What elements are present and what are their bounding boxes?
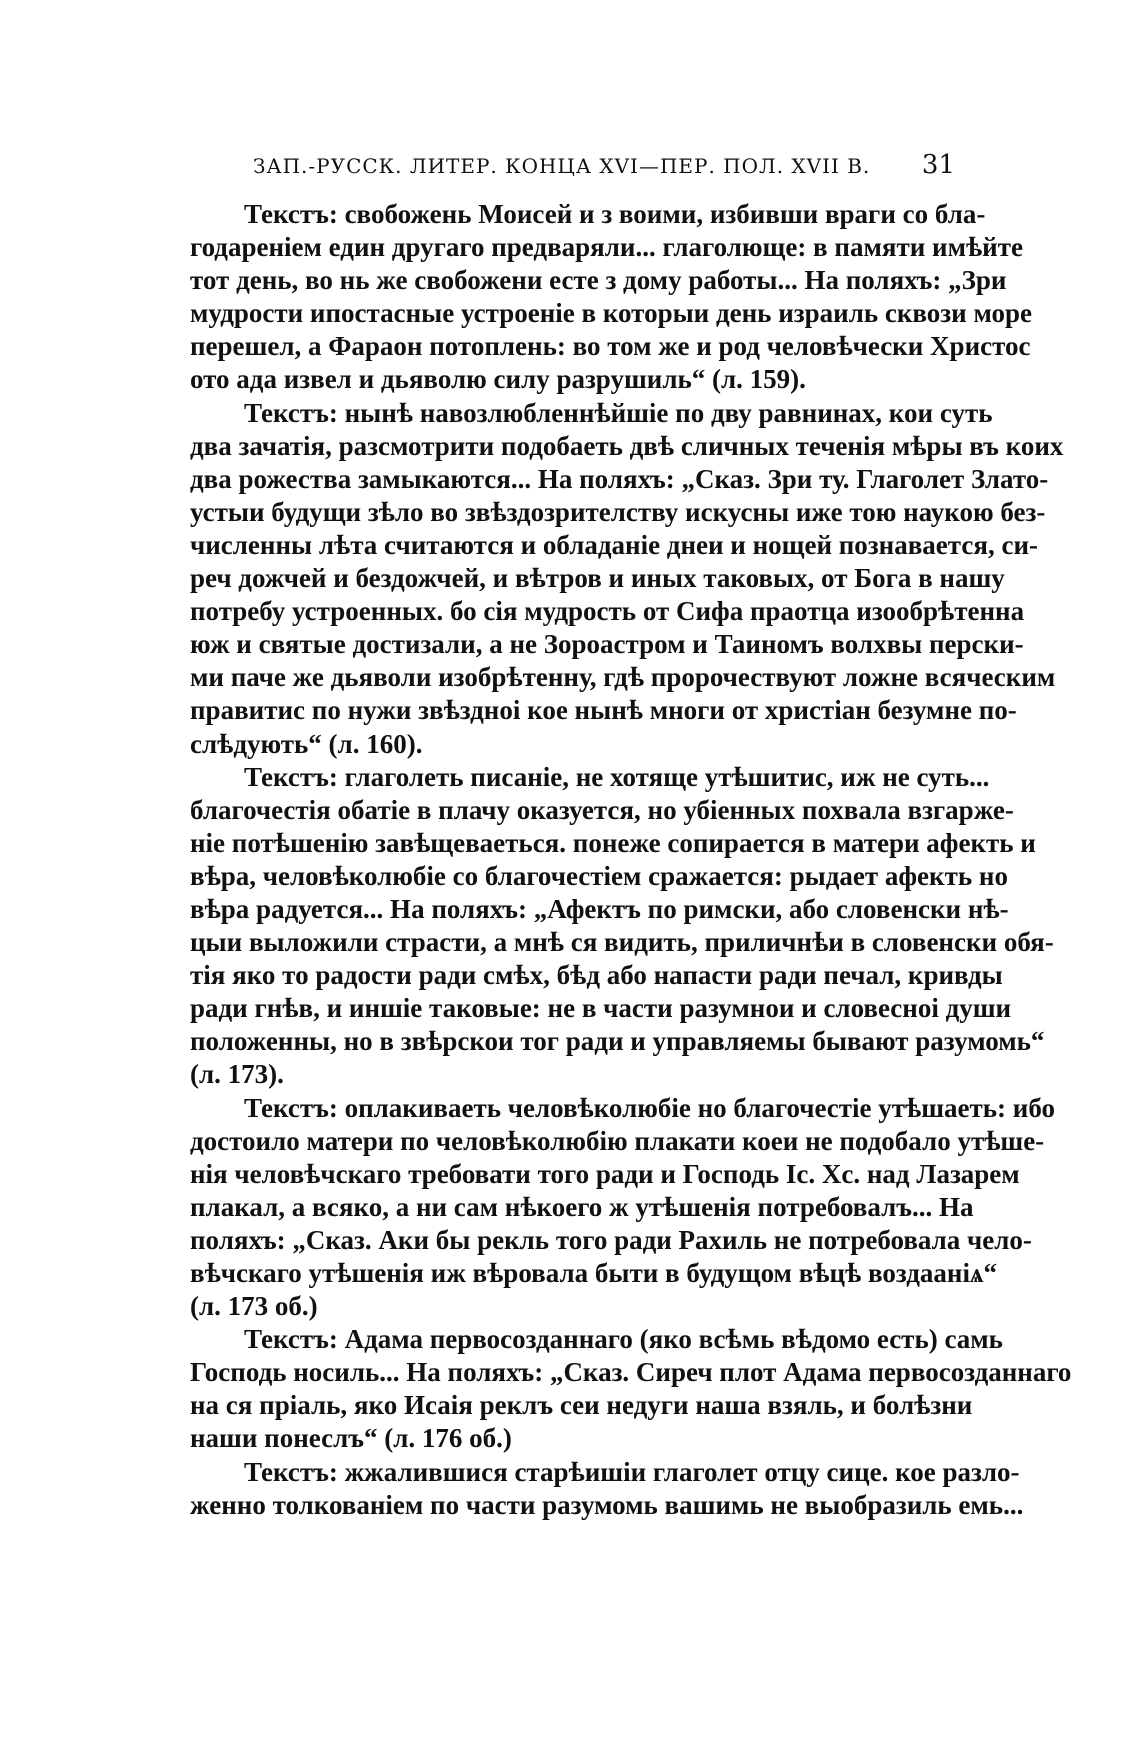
text-line: два зачатія, разсмотрити подобаеть двѣ сличных теченія мѣры въ коих: [190, 430, 1064, 461]
text-line: мудрости ипостасные устроеніе в которыи день израиль сквози море: [190, 298, 1032, 329]
text-line: ми паче же дьяволи изобрѣтенну, гдѣ пророчествуют ложне всяческим: [190, 662, 1056, 693]
text-line: Господь носиль... На поляхъ: „Сказ. Сиреч плот Адама первосозданнаго: [190, 1357, 1072, 1388]
paragraph: [190, 397, 1064, 761]
text-line: женно толкованіем по части разумомь вашимь не выобразиль емь...: [190, 1489, 1024, 1520]
text-line: тот день, во нь же свобожени есте з дому работы... На поляхъ: „Зри: [190, 265, 1007, 296]
text-line: достоило матери по человѣколюбію плакати коеи не подобало утѣше-: [190, 1125, 1045, 1156]
text-line: реч дожчей и бездожчей, и вѣтров и иных таковых, от Бога в нашу: [190, 563, 1005, 594]
text-line: вѣра, человѣколюбіе со благочестіем сражается: рыдает афекть но: [190, 860, 1008, 891]
text-line: поляхъ: „Сказ. Аки бы рекль того ради Рахиль не потребовала чело-: [190, 1224, 1032, 1255]
text-line: благочестія обатіе в плачу оказуется, но убіенных похвала взгарже-: [190, 794, 1014, 825]
paragraph: [190, 1323, 1072, 1455]
text-line: вѣра радуется... На поляхъ: „Афектъ по римски, або словенски нѣ-: [190, 893, 1009, 924]
text-line: Текстъ: свобожень Моисей и з воими, избивши враги со бла-: [244, 199, 986, 229]
paragraph: [190, 1456, 1024, 1522]
text-line: Текстъ: нынѣ навозлюбленнѣйшіе по дву равнинах, кои суть: [244, 397, 993, 428]
text-line: перешел, а Фараон потоплень: во том же и род человѣчески Христос: [190, 331, 1031, 362]
text-line: два рожества замыкаются... На поляхъ: „Сказ. Зри ту. Глаголет Злато-: [190, 463, 1049, 494]
text-line: численны лѣта считаются и обладаніе днеи и нощей познавается, си-: [190, 529, 1038, 560]
text-line: правитис по нужи звѣздноі кое нынѣ многи от христіан безумне по-: [190, 695, 1017, 726]
text-line: положенны, но в звѣрскои тог ради и управляемы бывают разумомь“: [190, 1026, 1045, 1057]
text-line: Текстъ: Адама первосозданнаго (яко всѣмь вѣдомо есть) самь: [244, 1324, 1003, 1355]
paragraph: [190, 198, 1032, 397]
text-line: Текстъ: оплакиваеть человѣколюбіе но благочестіе утѣшаеть: ибо: [244, 1092, 1056, 1123]
text-line: на ся пріаль, яко Исаія реклъ сеи недуги наша взяль, и болѣзни: [190, 1390, 973, 1421]
paragraph: [190, 1092, 1056, 1324]
text-line: ніе потѣшенію завѣщеваеться. понеже сопирается в матери афекть и: [190, 827, 1036, 858]
text-line: нія человѣчскаго требовати того ради и Господь Іс. Хс. над Лазарем: [190, 1158, 1020, 1189]
text-line: Текстъ: глаголеть писаніе, не хотяще утѣшитис, иж не суть...: [244, 761, 990, 792]
text-line: ото ада извел и дьяволю силу разрушиль“ (л. 159).: [190, 364, 806, 395]
text-line: потребу устроенных. бо сія мудрость от Сифа праотца изообрѣтенна: [190, 596, 1025, 627]
text-line: плакал, а всяко, а ни сам нѣкоего ж утѣшенія потребовалъ... На: [190, 1191, 974, 1222]
text-line: вѣчскаго утѣшенія иж вѣровала быти в будущом вѣцѣ воздааніѧ“: [190, 1258, 997, 1288]
text-line: наши понеслъ“ (л. 176 об.): [190, 1423, 512, 1454]
text-line: устыи будущи зѣло во звѣздозрителству искусны иже тою наукою без-: [190, 496, 1046, 527]
text-line: слѣдують“ (л. 160).: [190, 728, 423, 759]
text-line: юж и святые достизали, а не Зороастром и Таиномъ волхвы перски-: [190, 629, 1024, 660]
body-text: [190, 198, 1072, 1522]
paragraph: [190, 761, 1054, 1092]
running-title: ЗАП.-РУССК. ЛИТЕР. КОНЦА XVI—ПЕР. ПОЛ. XVII В.: [253, 154, 871, 178]
text-line: тія яко то радости ради смѣх, бѣд або напасти ради печал, кривды: [190, 960, 1003, 991]
text-line: (л. 173).: [190, 1059, 284, 1090]
text-line: (л. 173 об.): [190, 1291, 318, 1322]
text-line: цыи выложили страсти, а мнѣ ся видить, приличнѣи в словенски обя-: [190, 927, 1054, 958]
page-number: 31: [921, 150, 955, 180]
text-line: Текстъ: жжалившися старѣишіи глаголет отцу сице. кое разло-: [244, 1456, 1020, 1487]
running-head: [185, 150, 955, 190]
text-line: ради гнѣв, и иншіе таковые: не в части разумнои и словесноі души: [190, 993, 1012, 1024]
text-line: годареніем един другаго предваряли... глаголюще: в памяти имѣйте: [190, 232, 1023, 263]
